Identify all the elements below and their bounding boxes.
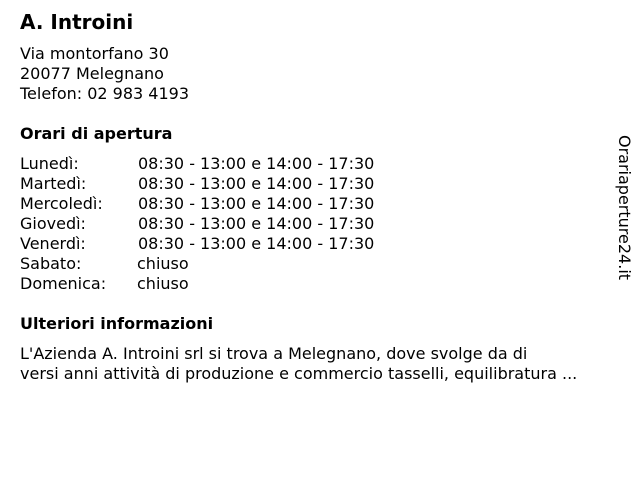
time-value: chiuso <box>137 254 189 273</box>
time-value: chiuso <box>137 274 189 293</box>
hours-row-friday <box>20 234 440 254</box>
hours-row-tuesday <box>20 174 440 194</box>
hours-row-wednesday <box>20 194 440 214</box>
hours-row-sunday <box>20 274 440 294</box>
day-label: Martedì: <box>20 174 87 193</box>
day-label: Domenica: <box>20 274 107 293</box>
time-value: 08:30 - 13:00 e 14:00 - 17:30 <box>138 154 375 173</box>
day-label: Giovedì: <box>20 214 86 233</box>
business-description <box>20 344 630 384</box>
time-value: 08:30 - 13:00 e 14:00 - 17:30 <box>138 194 375 213</box>
address-city: 20077 Melegnano <box>20 64 164 83</box>
opening-hours-table <box>20 154 440 294</box>
hours-row-thursday <box>20 214 440 234</box>
description-line: versi anni attività di produzione e commercio tasselli, equilibratura ... <box>20 364 578 383</box>
day-label: Sabato: <box>20 254 82 273</box>
phone-number: Telefon: 02 983 4193 <box>20 84 190 103</box>
hours-row-monday <box>20 154 440 174</box>
time-value: 08:30 - 13:00 e 14:00 - 17:30 <box>138 234 375 253</box>
description-line: L'Azienda A. Introini srl si trova a Melegnano, dove svolge da di <box>20 344 528 363</box>
time-value: 08:30 - 13:00 e 14:00 - 17:30 <box>138 174 375 193</box>
business-address <box>20 44 189 104</box>
day-label: Venerdì: <box>20 234 86 253</box>
hours-row-saturday <box>20 254 440 274</box>
address-street: Via montorfano 30 <box>20 44 169 63</box>
more-info-heading: Ulteriori informazioni <box>20 314 214 333</box>
site-brand-vertical: Orariaperture24.it <box>615 135 634 281</box>
day-label: Mercoledì: <box>20 194 103 213</box>
time-value: 08:30 - 13:00 e 14:00 - 17:30 <box>138 214 375 233</box>
day-label: Lunedì: <box>20 154 79 173</box>
opening-hours-heading: Orari di apertura <box>20 124 173 143</box>
business-name: A. Introini <box>20 10 134 34</box>
